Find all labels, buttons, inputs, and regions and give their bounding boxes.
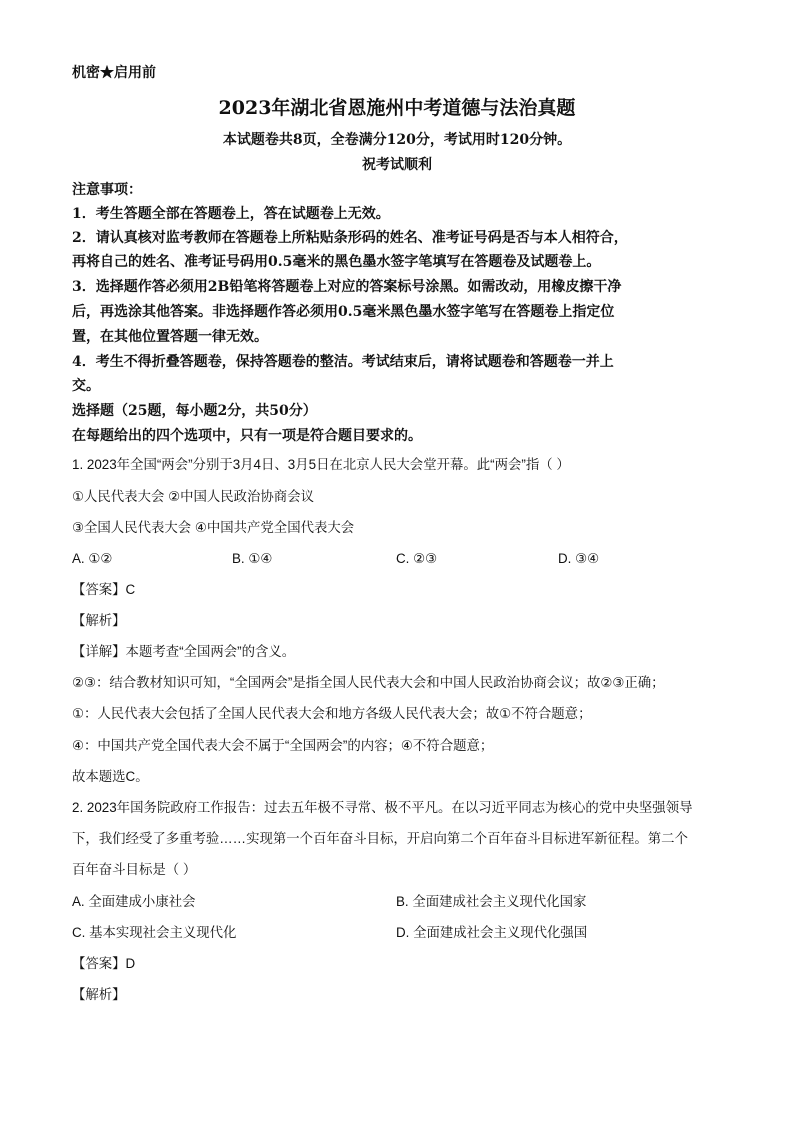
question-1-detail: ④：中国共产党全国代表大会不属于“全国两会”的内容；④不符合题意； (72, 738, 494, 753)
question-2-option-a: A. 全面建成小康社会 (72, 894, 196, 909)
question-2-analysis-label: 【解析】 (72, 987, 126, 1002)
notice-line: 1．考生答题全部在答题卷上，答在试题卷上无效。 (72, 206, 390, 222)
notice-line: 置，在其他位置答题一律无效。 (72, 329, 268, 345)
page-subtitle: 本试题卷共8页，全卷满分120分，考试用时120分钟。 (222, 132, 572, 148)
section-instruction: 在每题给出的四个选项中，只有一项是符合题目要求的。 (72, 428, 422, 444)
notice-line: 3．选择题作答必须用2B铅笔将答题卷上对应的答案标号涂黑。如需改动，用橡皮擦干净 (72, 279, 622, 295)
question-2-option-c: C. 基本实现社会主义现代化 (72, 925, 237, 940)
question-2-stem: 下，我们经受了多重考验……实现第一个百年奋斗目标，开启向第二个百年奋斗目标进军新征程。第二个 (72, 831, 688, 846)
question-1-detail: ②③：结合教材知识可知，“全国两会”是指全国人民代表大会和中国人民政治协商会议；故②③正确； (72, 675, 665, 690)
question-2-stem: 百年奋斗目标是（ ） (72, 862, 197, 877)
notice-line: 4．考生不得折叠答题卷，保持答题卷的整洁。考试结束后，请将试题卷和答题卷一并上 (72, 354, 614, 370)
question-1-analysis-label: 【解析】 (72, 613, 126, 628)
notice-heading: 注意事项： (72, 182, 142, 198)
confidential-label: 机密★启用前 (72, 65, 156, 81)
question-2-option-b: B. 全面建成社会主义现代化国家 (396, 894, 587, 909)
question-1-answer: 【答案】C (72, 582, 136, 597)
question-1-detail: 故本题选C。 (72, 769, 149, 784)
question-1-item: ①人民代表大会 ②中国人民政治协商会议 (72, 489, 314, 504)
notice-line: 再将自己的姓名、准考证号码用0.5毫米的黑色墨水签字笔填写在答题卷及试题卷上。 (72, 254, 601, 270)
question-1-option-d: D. ③④ (558, 551, 600, 566)
section-heading: 选择题（25题，每小题2分，共50分） (72, 403, 317, 419)
question-2-answer: 【答案】D (72, 956, 136, 971)
notice-line: 后，再选涂其他答案。非选择题作答必须用0.5毫米黑色墨水签字笔写在答题卷上指定位 (72, 304, 615, 320)
question-1-option-c: C. ②③ (396, 551, 438, 566)
question-1-option-b: B. ①④ (232, 551, 273, 566)
notice-line: 2．请认真核对监考教师在答题卷上所粘贴条形码的姓名、准考证号码是否与本人相符合， (72, 230, 628, 246)
page-title: 2023年湖北省恩施州中考道德与法治真题 (218, 97, 576, 119)
question-2-stem: 2. 2023年国务院政府工作报告：过去五年极不寻常、极不平凡。在以习近平同志为核心的党中央坚强领导 (72, 800, 693, 815)
question-1-stem: 1. 2023年全国“两会”分别于3月4日、3月5日在北京人民大会堂开幕。此“两会”指（ ） (72, 457, 570, 472)
question-1-option-a: A. ①② (72, 551, 113, 566)
question-1-item: ③全国人民代表大会 ④中国共产党全国代表大会 (72, 520, 355, 535)
question-1-detail: ①：人民代表大会包括了全国人民代表大会和地方各级人民代表大会；故①不符合题意； (72, 706, 592, 721)
good-luck-text: 祝考试顺利 (362, 157, 432, 173)
question-1-detail: 【详解】本题考查“全国两会”的含义。 (72, 644, 296, 659)
question-2-option-d: D. 全面建成社会主义现代化强国 (396, 925, 588, 940)
notice-line: 交。 (72, 378, 100, 394)
